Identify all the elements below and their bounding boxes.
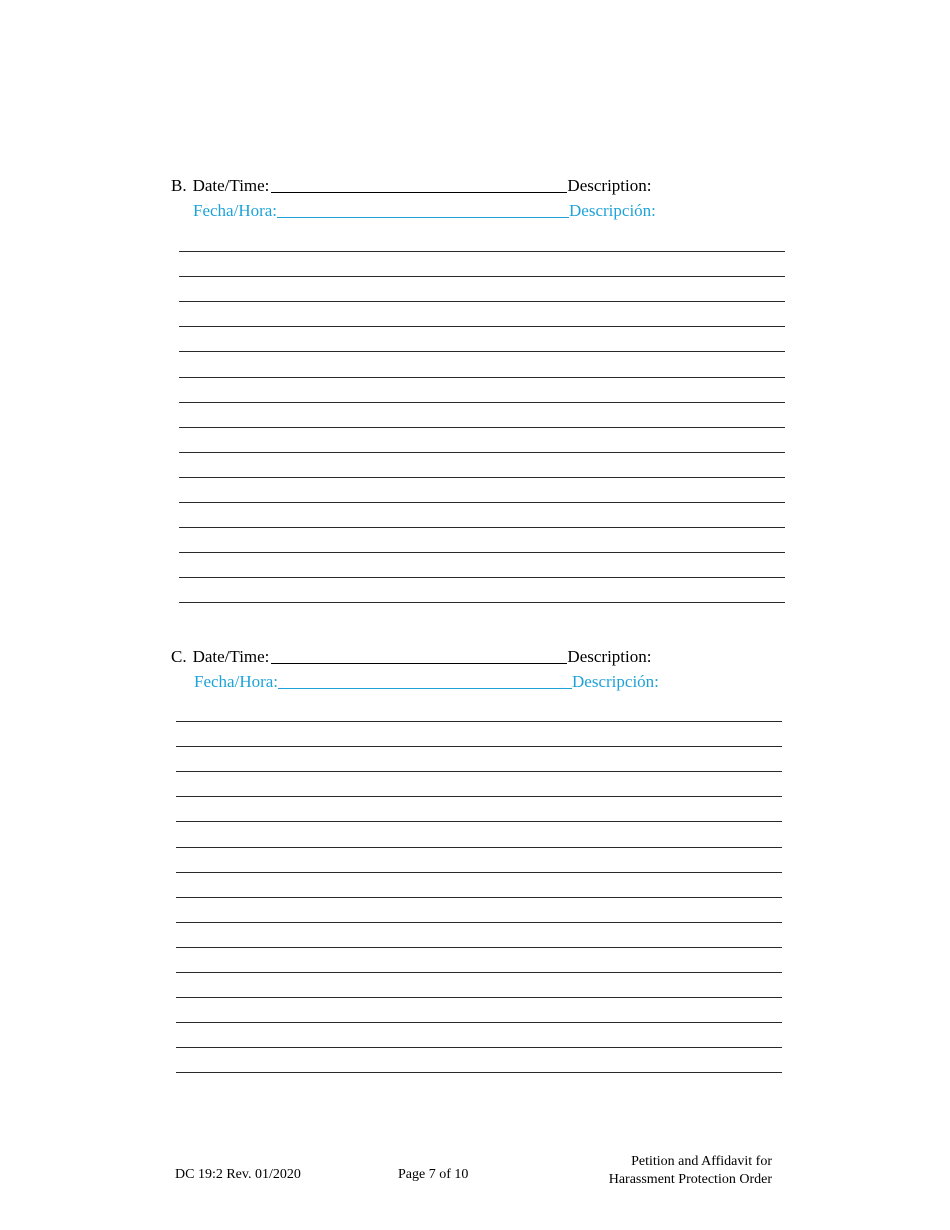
footer-form-title-line2: Harassment Protection Order <box>608 1172 772 1187</box>
writing-line[interactable] <box>179 326 785 327</box>
section-c-description-label: Description: <box>567 647 652 666</box>
writing-line[interactable] <box>176 771 782 772</box>
writing-line[interactable] <box>176 897 782 898</box>
section-c-english-header <box>171 643 651 667</box>
writing-line[interactable] <box>176 997 782 998</box>
writing-line[interactable] <box>176 1072 782 1073</box>
section-b-spanish-header <box>193 197 656 221</box>
writing-line[interactable] <box>176 746 782 747</box>
writing-line[interactable] <box>179 527 785 528</box>
section-c-spanish-header <box>194 668 659 692</box>
writing-line[interactable] <box>179 502 785 503</box>
footer-form-title-line1: Petition and Affidavit for <box>631 1154 772 1169</box>
footer-page-indicator: Page 7 of 10 <box>398 1167 469 1182</box>
section-c-date-label: Date/Time: <box>192 647 270 666</box>
footer-form-title <box>609 1153 772 1189</box>
section-c-fecha-field[interactable] <box>278 688 572 689</box>
section-b-date-label: Date/Time: <box>192 176 270 195</box>
writing-line[interactable] <box>176 947 782 948</box>
writing-line[interactable] <box>176 721 782 722</box>
section-b-date-field[interactable] <box>271 192 567 193</box>
writing-line[interactable] <box>179 301 785 302</box>
writing-line[interactable] <box>179 427 785 428</box>
writing-line[interactable] <box>176 872 782 873</box>
writing-line[interactable] <box>179 276 785 277</box>
section-b-descripcion-label: Descripción: <box>569 201 656 220</box>
writing-line[interactable] <box>176 821 782 822</box>
writing-line[interactable] <box>176 1022 782 1023</box>
footer-form-number: DC 19:2 Rev. 01/2020 <box>175 1167 301 1182</box>
section-b-letter: B. <box>171 176 187 195</box>
section-b-description-label: Description: <box>567 176 652 195</box>
writing-line[interactable] <box>179 351 785 352</box>
writing-line[interactable] <box>176 847 782 848</box>
section-b-fecha-label: Fecha/Hora: <box>193 201 278 220</box>
section-c-descripcion-label: Descripción: <box>572 672 659 691</box>
writing-line[interactable] <box>179 452 785 453</box>
writing-line[interactable] <box>176 972 782 973</box>
writing-line[interactable] <box>176 922 782 923</box>
section-b-fecha-field[interactable] <box>277 217 569 218</box>
writing-line[interactable] <box>179 402 785 403</box>
section-b-english-header <box>171 172 651 196</box>
section-c-letter: C. <box>171 647 187 666</box>
writing-line[interactable] <box>179 577 785 578</box>
writing-line[interactable] <box>179 377 785 378</box>
section-c-date-field[interactable] <box>271 663 567 664</box>
writing-line[interactable] <box>179 251 785 252</box>
writing-line[interactable] <box>176 1047 782 1048</box>
writing-line[interactable] <box>179 602 785 603</box>
writing-line[interactable] <box>176 796 782 797</box>
section-b-writing-lines[interactable] <box>179 251 785 611</box>
writing-line[interactable] <box>179 552 785 553</box>
writing-line[interactable] <box>179 477 785 478</box>
section-c-fecha-label: Fecha/Hora: <box>194 672 279 691</box>
section-c-writing-lines[interactable] <box>176 721 782 1081</box>
